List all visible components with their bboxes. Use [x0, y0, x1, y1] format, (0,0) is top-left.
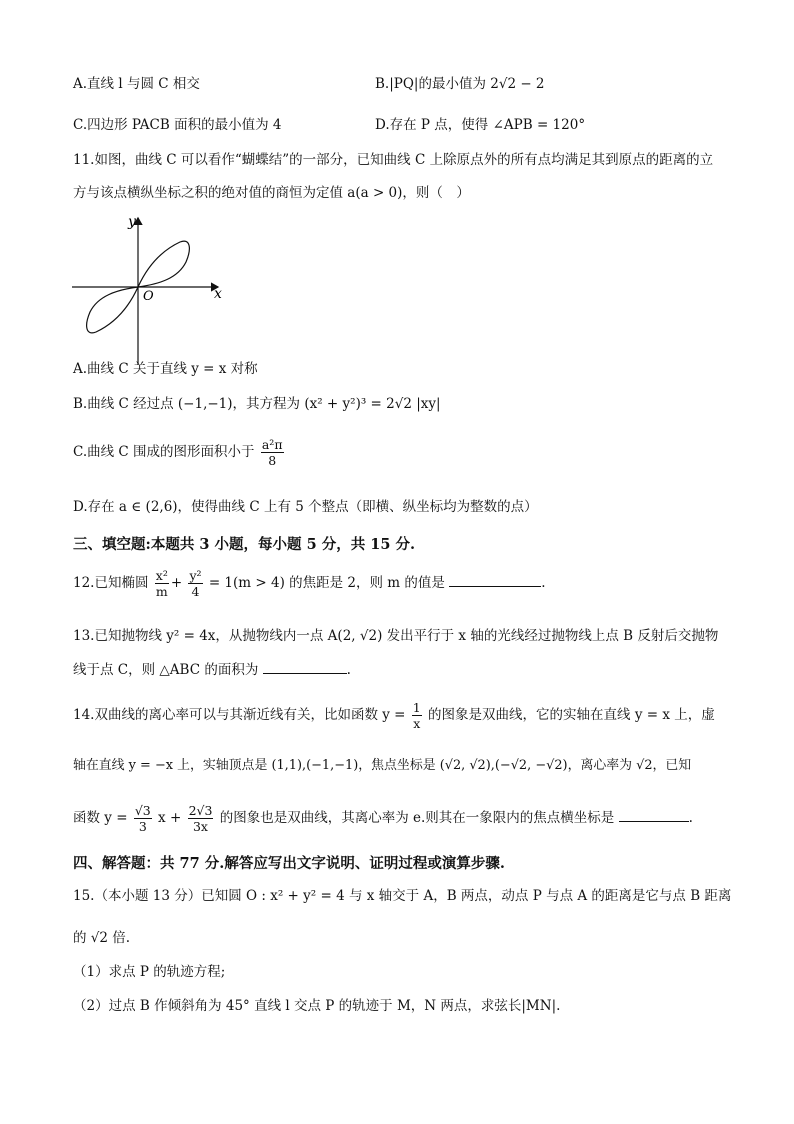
q14-line3-a: 函数 y =: [73, 810, 128, 826]
curve-loop-q1: [138, 241, 189, 287]
q11-option-b-text: B.曲线 C 经过点 (−1,−1)，其方程为: [73, 396, 301, 412]
q11-option-c: [73, 437, 286, 468]
fraction-denominator: 3x: [192, 819, 208, 834]
q15-line1: 15.（本小题 13 分）已知圆 O : x² + y² = 4 与 x 轴交于 A，B 两点，动点 P 与点 A 的距离是它与点 B 距离: [73, 888, 732, 904]
curve-loop-q3: [87, 287, 138, 333]
q11-option-b: [73, 394, 441, 414]
q12-prefix: 12.已知椭圆: [73, 575, 149, 591]
q11-option-d: D.存在 a ∈ (2,6)，使得曲线 C 上有 5 个整点（即横、纵坐标均为整数的点）: [73, 499, 538, 515]
q10-option-a: A.直线 l 与圆 C 相交: [73, 76, 200, 92]
q14-mid: x +: [158, 810, 182, 826]
q12-fraction-x: [155, 568, 169, 599]
section-4-heading: 四、解答题：共 77 分.解答应写出文字说明、证明过程或演算步骤.: [73, 855, 505, 872]
q12-line: 12.已知椭圆 $\frac{\text{x²}}{m}$ + $\frac{\text{y²}}{4}$ = 1(m > 4) 的焦距是 2，则 m 的值是 .: [73, 568, 546, 599]
fraction-numerator: a²π: [261, 437, 283, 452]
q13-answer-blank[interactable]: [263, 661, 347, 674]
fraction-numerator: 1: [412, 700, 421, 715]
q10-option-b: B.|PQ|的最小值为 2√2 − 2: [375, 76, 545, 92]
q12-end: .: [541, 575, 546, 591]
fraction-numerator: x²: [155, 568, 168, 583]
q14-fraction-2sqrt3-3x: [188, 803, 214, 834]
section-3-heading: 三、填空题:本题共 3 小题，每小题 5 分，共 15 分.: [73, 536, 416, 553]
q12-answer-blank[interactable]: [449, 574, 541, 587]
q15-part1: （1）求点 P 的轨迹方程;: [73, 964, 226, 980]
y-axis-label: y: [128, 214, 136, 230]
q14-fraction-1x: [412, 700, 422, 731]
fraction-denominator: m: [155, 584, 168, 599]
fraction-numerator: y²: [189, 568, 202, 583]
q14-fraction-sqrt3-3: [134, 803, 152, 834]
q14-end: .: [688, 810, 693, 826]
q11-stem-line1: 11.如图，曲线 C 可以看作“蝴蝶结”的一部分，已知曲线 C 上除原点外的所有点均满足其到原点的距离的立: [73, 152, 714, 168]
origin-label: O: [143, 289, 154, 304]
q11-butterfly-figure: [68, 210, 228, 370]
fraction-denominator: x: [413, 716, 421, 731]
q14-line3-b: 的图象也是双曲线，其离心率为 e.则其在一象限内的焦点横坐标是: [219, 810, 615, 826]
q15-line2: 的 √2 倍.: [73, 930, 131, 946]
fraction-denominator: 8: [268, 453, 277, 468]
q11-option-b-equation: (x² + y²)³ = 2√2 |xy|: [304, 396, 441, 412]
q13-line2-text: 线于点 C，则 △ABC 的面积为: [73, 662, 259, 678]
fraction-denominator: 4: [191, 584, 200, 599]
q13-line2: [73, 660, 351, 680]
q12-condition: = 1(m > 4) 的焦距是 2，则 m 的值是: [208, 575, 445, 591]
q15-part2: （2）过点 B 作倾斜角为 45° 直线 l 交点 P 的轨迹于 M，N 两点，求弦长|MN|.: [73, 998, 561, 1014]
x-axis-label: x: [214, 286, 222, 302]
q13-line1: 13.已知抛物线 y² = 4x，从抛物线内一点 A(2, √2) 发出平行于 x 轴的光线经过抛物线上点 B 反射后交抛物: [73, 628, 719, 644]
fraction-numerator: √3: [134, 803, 151, 818]
q11-option-a: A.曲线 C 关于直线 y = x 对称: [73, 361, 258, 377]
q14-line3: [73, 803, 693, 834]
q10-option-d: D.存在 P 点，使得 ∠APB = 120°: [375, 117, 586, 133]
fraction-denominator: 3: [138, 819, 147, 834]
q12-fraction-y: [188, 568, 202, 599]
q11-stem-line2: 方与该点横纵坐标之积的绝对值的商恒为定值 a(a > 0)，则（ ）: [73, 185, 470, 201]
q14-line1-a: 14.双曲线的离心率可以与其渐近线有关，比如函数 y =: [73, 707, 406, 723]
q11-option-c-text: C.曲线 C 围成的图形面积小于: [73, 444, 255, 460]
q14-line1-b: 的图象是双曲线，它的实轴在直线 y = x 上，虚: [428, 707, 715, 723]
q14-answer-blank[interactable]: [619, 809, 689, 822]
q14-line1: [73, 700, 715, 731]
fraction-numerator: 2√3: [188, 803, 213, 818]
q14-line2: 轴在直线 y = −x 上，实轴顶点是 (1,1),(−1,−1)，焦点坐标是 (√2, √2),(−√2, −√2)，离心率为 √2，已知: [73, 758, 692, 773]
q10-option-c: C.四边形 PACB 面积的最小值为 4: [73, 117, 282, 133]
q11-option-c-fraction: [261, 437, 284, 468]
q13-end: .: [346, 662, 351, 678]
